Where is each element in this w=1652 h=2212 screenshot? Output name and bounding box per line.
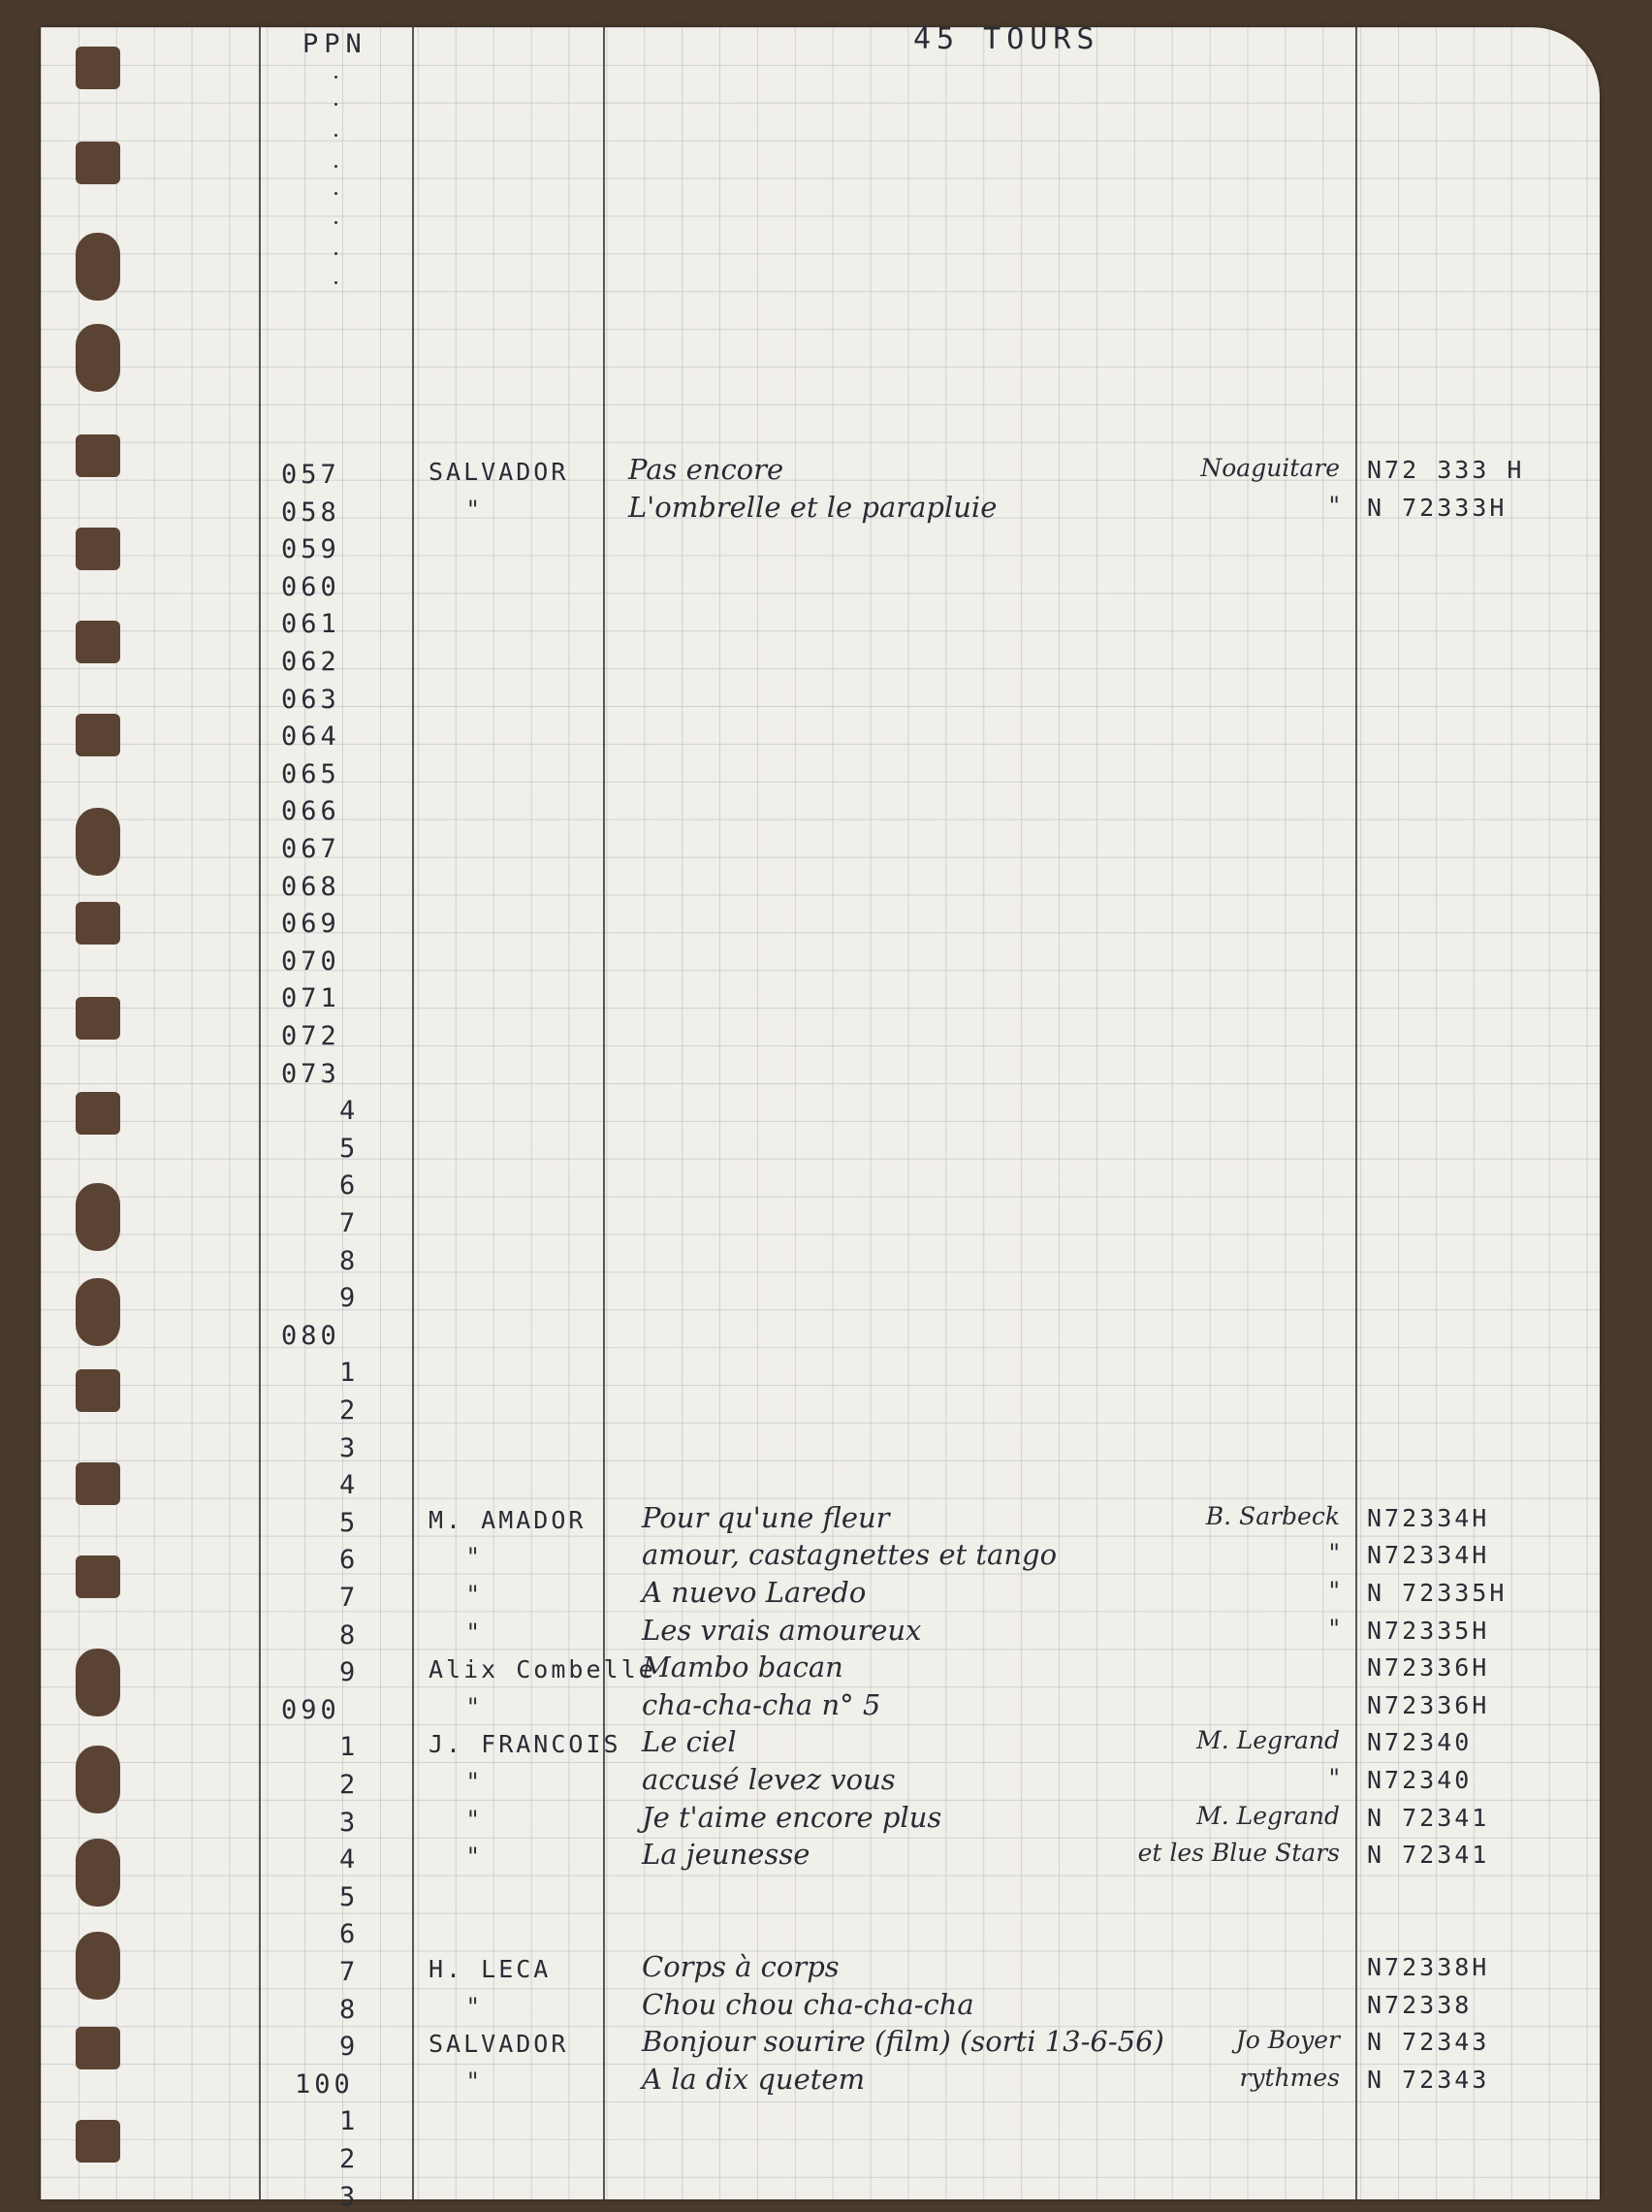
- punch-hole: [76, 621, 120, 663]
- ppn-number: 070: [281, 946, 340, 977]
- ppn-number: 8: [339, 1245, 360, 1276]
- continuation-dot: [334, 165, 337, 168]
- ppn-number: 5: [339, 1133, 360, 1164]
- catalog-reference: N72336H: [1367, 1653, 1490, 1683]
- song-title: Pour qu'une fleur: [642, 1500, 890, 1534]
- column-rule: [1355, 27, 1357, 2199]
- ppn-number: 8: [339, 1994, 360, 2025]
- catalog-reference: N72335H: [1367, 1616, 1490, 1645]
- accompaniment: Jo Boyer: [1235, 2026, 1340, 2055]
- catalog-reference: N 72343: [1367, 2028, 1490, 2057]
- punch-hole: [76, 714, 120, 756]
- ppn-number: 4: [339, 1470, 360, 1501]
- artist-name: H. LECA: [429, 1955, 552, 1983]
- accompaniment: ": [1328, 1764, 1340, 1792]
- catalog-reference: N72340: [1367, 1766, 1473, 1794]
- catalog-reference: N 72341: [1367, 1803, 1490, 1832]
- ppn-number: 1: [339, 1732, 360, 1763]
- song-title: accusé levez vous: [642, 1763, 896, 1796]
- punch-hole: [76, 1369, 120, 1412]
- punch-hole: [76, 528, 120, 570]
- punch-hole: [76, 808, 120, 876]
- punch-holes: [41, 27, 176, 2199]
- continuation-dot: [334, 134, 337, 137]
- ppn-number: 6: [339, 1919, 360, 1950]
- ppn-number: 4: [339, 1844, 360, 1875]
- catalog-reference: N 72341: [1367, 1841, 1490, 1870]
- ppn-number: 063: [281, 684, 340, 715]
- catalog-reference: N 72335H: [1367, 1579, 1508, 1607]
- ppn-number: 5: [339, 1881, 360, 1912]
- ppn-number: 1: [339, 2106, 360, 2137]
- artist-name: ": [467, 1543, 482, 1572]
- song-title: cha-cha-cha n° 5: [642, 1687, 881, 1721]
- song-title: Le ciel: [642, 1725, 737, 1759]
- ppn-number: 100: [295, 2068, 354, 2100]
- artist-name: M. AMADOR: [429, 1505, 587, 1534]
- punch-hole: [76, 902, 120, 945]
- ppn-number: 073: [281, 1058, 340, 1089]
- accompaniment: ": [1328, 1539, 1340, 1568]
- artist-name: SALVADOR: [429, 2030, 569, 2059]
- ppn-number: 067: [281, 834, 340, 864]
- artist-name: SALVADOR: [429, 458, 569, 486]
- song-title: A la dix quetem: [642, 2062, 866, 2096]
- ppn-number: 6: [339, 1545, 360, 1576]
- artist-name: ": [467, 1581, 482, 1609]
- ppn-number: 069: [281, 909, 340, 940]
- artist-name: ": [467, 1843, 482, 1872]
- ppn-number: 4: [339, 1096, 360, 1127]
- ppn-number: 061: [281, 609, 340, 640]
- ppn-number: 6: [339, 1170, 360, 1202]
- punch-hole: [76, 47, 120, 89]
- ppn-number: 7: [339, 1583, 360, 1613]
- punch-hole: [76, 2120, 120, 2163]
- continuation-dot: [334, 221, 337, 224]
- punch-hole: [76, 1555, 120, 1598]
- ppn-number: 090: [281, 1694, 340, 1725]
- punch-hole: [76, 997, 120, 1040]
- punch-hole: [76, 324, 120, 392]
- song-title: Pas encore: [628, 453, 784, 486]
- song-title: Corps à corps: [642, 1950, 840, 1983]
- punch-hole: [76, 1746, 120, 1813]
- column-rule: [412, 27, 414, 2199]
- catalog-reference: N72336H: [1367, 1690, 1490, 1719]
- catalog-reference: N72 333 H: [1367, 456, 1525, 484]
- ppn-number: 062: [281, 647, 340, 677]
- accompaniment: M. Legrand: [1196, 1726, 1340, 1755]
- continuation-dot: [334, 252, 337, 255]
- ppn-number: 059: [281, 534, 340, 565]
- artist-name: ": [467, 1992, 482, 2021]
- artist-name: ": [467, 1692, 482, 1721]
- catalog-reference: N72334H: [1367, 1541, 1490, 1570]
- accompaniment: et les Blue Stars: [1137, 1839, 1340, 1868]
- song-title: Bonjour sourire (film) (sorti 13-6-56): [642, 2025, 1164, 2059]
- punch-hole: [76, 2027, 120, 2069]
- song-title: Chou chou cha-cha-cha: [642, 1987, 974, 2021]
- artist-name: ": [467, 1805, 482, 1834]
- ppn-number: 3: [339, 2181, 360, 2212]
- song-title: Les vrais amoureux: [642, 1613, 922, 1647]
- punch-hole: [76, 1839, 120, 1907]
- accompaniment: B. Sarbeck: [1205, 1501, 1340, 1530]
- punch-hole: [76, 1278, 120, 1346]
- artist-name: J. FRANCOIS: [429, 1730, 621, 1759]
- ppn-number: 8: [339, 1619, 360, 1651]
- continuation-dot: [334, 76, 337, 79]
- ppn-number: 5: [339, 1507, 360, 1538]
- catalog-reference: N72334H: [1367, 1503, 1490, 1532]
- ppn-number: 066: [281, 796, 340, 827]
- punch-hole: [76, 142, 120, 184]
- punch-hole: [76, 233, 120, 301]
- accompaniment: ": [1328, 1614, 1340, 1643]
- artist-name: ": [467, 1768, 482, 1796]
- artist-name: ": [467, 2067, 482, 2096]
- ppn-number: 071: [281, 983, 340, 1014]
- ppn-number: 7: [339, 1208, 360, 1238]
- ppn-number: 2: [339, 1395, 360, 1426]
- song-title: Je t'aime encore plus: [642, 1800, 942, 1834]
- artist-name: ": [467, 1618, 482, 1647]
- ppn-number: 057: [281, 460, 340, 490]
- catalog-reference: N72338: [1367, 1990, 1473, 2019]
- ppn-number: 9: [339, 1283, 360, 1314]
- punch-hole: [76, 1183, 120, 1251]
- notebook-page: [41, 22, 1600, 2212]
- song-title: Mambo bacan: [642, 1651, 843, 1684]
- column-rule: [259, 27, 261, 2199]
- punch-hole: [76, 1462, 120, 1505]
- ppn-number: 068: [281, 871, 340, 902]
- ppn-number: 060: [281, 571, 340, 602]
- artist-name: Alix Combelle: [429, 1655, 656, 1684]
- ppn-number: 9: [339, 1657, 360, 1688]
- ppn-number: 3: [339, 1432, 360, 1463]
- song-title: amour, castagnettes et tango: [642, 1538, 1058, 1572]
- accompaniment: Noaguitare: [1200, 454, 1340, 482]
- continuation-dot: [334, 192, 337, 195]
- ppn-number: 1: [339, 1358, 360, 1389]
- artist-name: ": [467, 495, 482, 524]
- catalog-reference: N 72333H: [1367, 493, 1508, 522]
- song-title: La jeunesse: [642, 1838, 810, 1872]
- punch-hole: [76, 1092, 120, 1135]
- ppn-header: PPN: [302, 29, 367, 59]
- accompaniment: rythmes: [1239, 2063, 1340, 2092]
- song-title: L'ombrelle et le parapluie: [628, 490, 998, 524]
- ppn-number: 064: [281, 721, 340, 753]
- accompaniment: ": [1328, 491, 1340, 520]
- punch-hole: [76, 1932, 120, 2000]
- ppn-number: 2: [339, 1770, 360, 1800]
- catalog-reference: N72340: [1367, 1728, 1473, 1757]
- ppn-number: 080: [281, 1320, 340, 1351]
- song-title: A nuevo Laredo: [642, 1576, 867, 1609]
- catalog-reference: N 72343: [1367, 2065, 1490, 2094]
- accompaniment: ": [1328, 1577, 1340, 1605]
- ppn-number: 9: [339, 2032, 360, 2063]
- column-rule: [603, 27, 605, 2199]
- section-title: 45 TOURS: [913, 22, 1100, 56]
- continuation-dot: [334, 103, 337, 106]
- accompaniment: M. Legrand: [1196, 1801, 1340, 1830]
- ppn-number: 3: [339, 1807, 360, 1838]
- continuation-dot: [334, 281, 337, 284]
- punch-hole: [76, 1649, 120, 1716]
- ppn-number: 058: [281, 497, 340, 528]
- ppn-number: 7: [339, 1957, 360, 1987]
- ppn-number: 072: [281, 1021, 340, 1051]
- catalog-reference: N72338H: [1367, 1953, 1490, 1981]
- punch-hole: [76, 434, 120, 477]
- ppn-number: 065: [281, 758, 340, 789]
- ppn-number: 2: [339, 2144, 360, 2174]
